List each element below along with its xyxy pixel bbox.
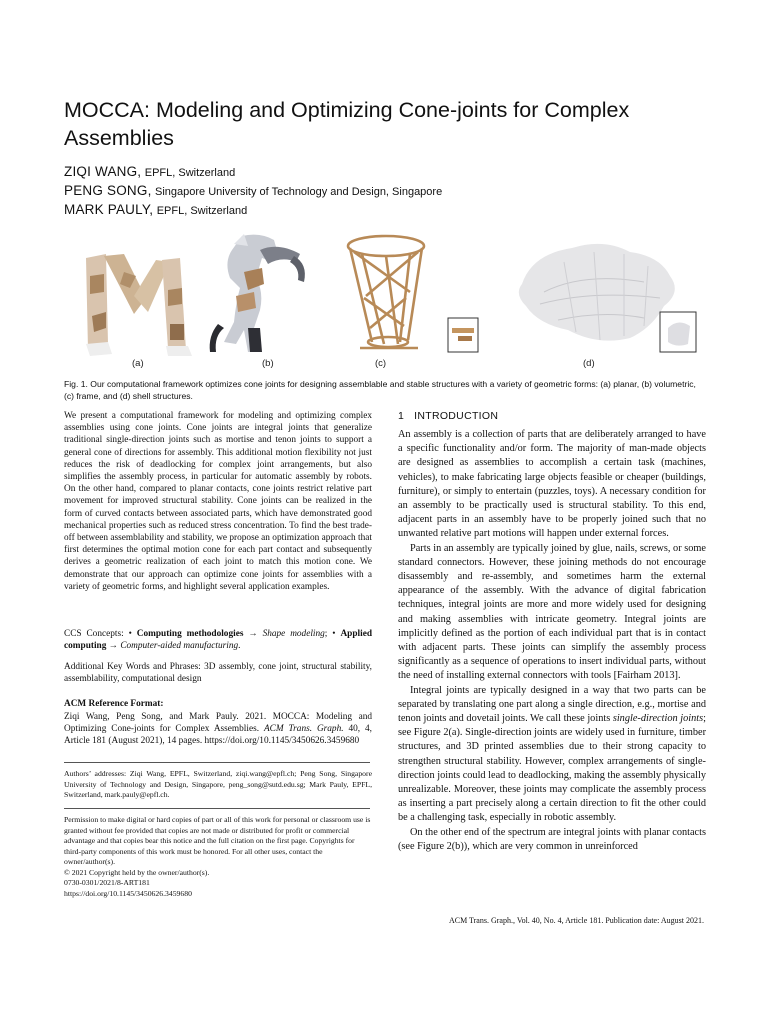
paragraph: An assembly is a collection of parts that are deliberately arranged to have a specific functionality and/or form. The majority of man-made objects are designed as assemblies to accomplish a certain task (machines, vehicles), to make fabricating large objects feasible or cheaper (buildings, furniture), or simply to entertain (puzzles, toys). A necessary condition for an assembly to be practically used is structural stability. To this end, adjacent parts in an assembly have to be properly joined such that no unwanted relative part motions will happen under external forces. (398, 429, 706, 540)
panel-label-a: (a) (132, 358, 144, 369)
ccs-end: . (238, 641, 241, 652)
author-name: ZIQI WANG, (64, 164, 142, 179)
copyright-line: © 2021 Copyright held by the owner/author(s). (64, 867, 210, 877)
frame-joint-inset (448, 318, 478, 352)
acm-reference-text: Ziqi Wang, Peng Song, and Mark Pauly. 2021. MOCCA: Modeling and Optimizing Cone-joints for Complex Assemblies. (64, 712, 372, 735)
keywords: Additional Key Words and Phrases: 3D assembly, cone joint, structural stability, assemblability, computational design (64, 662, 372, 685)
ccs-separator: ; • (324, 629, 336, 639)
acm-reference-details: 40, 4, Article 181 (August 2021), 14 pages. https://doi.org/10.1145/3450626.3459680 (64, 724, 373, 747)
author-list (64, 163, 704, 220)
paragraph: On the other end of the spectrum are integral joints with planar contacts (see Figure 2(b)), which are very common in unreinforced (398, 826, 706, 852)
author-affiliation: Singapore University of Technology and Design, Singapore (155, 186, 443, 198)
ccs-concept-1: Computing methodologies (136, 629, 244, 639)
doi-link[interactable]: https://doi.org/10.1145/3450626.3459680 (64, 888, 192, 898)
paragraph-text: ; see Figure 2(a). Single-direction joints are widely used in furniture, timber structures, and 3D printed assemblies due to their strong capacity to strengthen structural stability. However, complex arrangements of single-direction joints could lead to deadlocking, making the assembly physically unrealizable. Moreover, these joints may complicate the assembly process as inserting a part precisely along a certain direction to fit the other could be a challenging task, especially in robotic assembly. (398, 713, 706, 824)
author-name: PENG SONG, (64, 183, 152, 198)
author-name: MARK PAULY, (64, 202, 154, 217)
section-title: INTRODUCTION (414, 410, 499, 422)
author-addresses: Authors’ addresses: Ziqi Wang, EPFL, Switzerland, ziqi.wang@epfl.ch; Peng Song, Singapore University of Technology and Design, Singapore, peng_song@sutd.edu.sg; Mark Pauly, EPFL, Switzerland, mark.pauly@epfl.ch. (64, 769, 372, 799)
panel-label-d: (d) (583, 358, 595, 369)
panel-label-b: (b) (262, 358, 274, 369)
shell-structure (519, 244, 696, 352)
ccs-arrow: → (106, 641, 121, 652)
ccs-label: CCS Concepts: • (64, 629, 132, 639)
panel-label-c: (c) (375, 358, 387, 369)
paper-title: MOCCA: Modeling and Optimizing Cone-joints for Complex Assemblies (64, 98, 630, 150)
paragraph: Parts in an assembly are typically joined by glue, nails, screws, or some standard connectors. However, these joining methods do not encourage disassembly and re-assembly, and sometimes harm the external appearance of the assembly. With the advance of digital fabrication techniques, integral joints are more and more widely used for designing and making assemblies with intricate geometry. Integral joints are implicitly defined as the portion of each individual part that is in contact with adjacent parts. These joints can simplify the assembly process significantly as a sequence of operations to insert individual parts, without the need of installing external connectors with tools [Fairham 2013]. (398, 542, 706, 682)
acm-reference-heading: ACM Reference Format: (64, 699, 164, 709)
page-footer: ACM Trans. Graph., Vol. 40, No. 4, Article 181. Publication date: August 2021. (448, 916, 704, 925)
planar-m-structure (86, 254, 192, 356)
ccs-concept-2-sub: Computer-aided manufacturing (120, 641, 239, 652)
teaser-illustration (64, 232, 704, 356)
teaser-figure (64, 232, 704, 372)
volumetric-horse (210, 234, 305, 352)
author-3 (64, 201, 704, 220)
divider (64, 762, 370, 763)
permission-notice (64, 815, 372, 899)
introduction-body (398, 428, 706, 854)
acm-reference-journal: ACM Trans. Graph. (263, 724, 344, 735)
author-affiliation: EPFL, Switzerland (144, 167, 236, 179)
author-2 (64, 182, 704, 201)
ccs-concept-1-sub: Shape modeling (262, 629, 325, 639)
acm-reference (64, 711, 372, 748)
ccs-arrow: → (243, 629, 263, 639)
author-1 (64, 163, 704, 182)
ccs-concepts (64, 628, 372, 652)
paragraph (398, 684, 706, 826)
section-heading (398, 410, 498, 422)
ccs-concept-2: Applied computing (64, 629, 372, 652)
abstract: We present a computational framework for modeling and optimizing complex assemblies using cone joints. Cone joints are integral joints that generalize traditional single-direction joints such as mortise and tenon joints to support a general cone of directions for assembly. This additional motion flexibility not just reduces the risk of deadlocking for complex joint arrangements, but also simplifies the assembly process, in particular for automatic assembly by robots. On the other hand, compared to planar contacts, cone joints restrict relative part movement for improved structural stability. Cone joints can be realized in the form of curved contacts between associated parts, which have demonstrated good mechanical properties such as reduced stress concentration. To find the best trade-off between assemblability and stability, we propose an optimization approach that first determines the optimal motion cone for each part contact and subsequently derives a geometric realization of each joint to match this motion cone. We demonstrate that our approach can optimize cone joints for assemblies with a variety of geometric forms, and highlight several application examples. (64, 411, 372, 592)
emphasis: single-direction joints (612, 713, 704, 725)
section-number: 1 (398, 410, 405, 422)
figure-caption: Fig. 1. Our computational framework optimizes cone joints for designing assemblable and stable structures with a variety of geometric forms: (a) planar, (b) volumetric, (c) frame, and (d) shell structures. (64, 379, 696, 401)
permission-text: Permission to make digital or hard copies of part or all of this work for personal or classroom use is granted without fee provided that copies are not made or distributed for profit or commercial advantage and that copies bear this notice and the full citation on the first page. Copyrights for third-party components of this work must be honored. For all other uses, contact the owner/author(s). (64, 815, 371, 866)
article-code: 0730-0301/2021/8-ART181 (64, 878, 150, 887)
divider (64, 808, 370, 809)
paragraph-text: Integral joints are typically designed in a way that two parts can be separated by translating one part along a single direction, e.g., mortise and tenon joints and dovetail joints. We call these joints (398, 684, 706, 725)
frame-structure (348, 236, 424, 348)
author-affiliation: EPFL, Switzerland (156, 205, 248, 217)
